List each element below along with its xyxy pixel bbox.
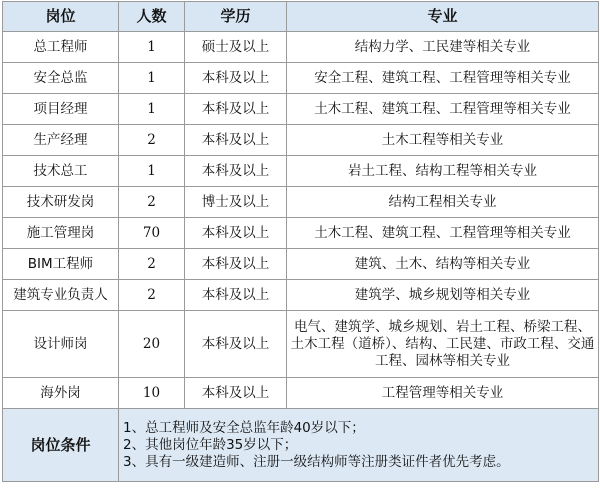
cell-count: 2 xyxy=(119,187,185,218)
cell-count: 10 xyxy=(119,378,185,409)
cell-major: 建筑、土木、结构等相关专业 xyxy=(287,249,599,280)
cell-position: 项目经理 xyxy=(3,94,119,125)
header-count: 人数 xyxy=(119,2,185,32)
cell-major: 建筑学、城乡规划等相关专业 xyxy=(287,280,599,311)
cell-education: 硕士及以上 xyxy=(185,32,287,63)
cell-count: 1 xyxy=(119,32,185,63)
cell-position: 安全总监 xyxy=(3,63,119,94)
cell-position: 施工管理岗 xyxy=(3,218,119,249)
cell-count: 2 xyxy=(119,249,185,280)
cell-position: 建筑专业负责人 xyxy=(3,280,119,311)
cell-position: 设计师岗 xyxy=(3,311,119,378)
table-row xyxy=(3,32,599,63)
table-row xyxy=(3,311,599,378)
cell-count: 20 xyxy=(119,311,185,378)
condition-line: 3、具有一级建造师、注册一级结构师等注册类证件者优先考虑。 xyxy=(123,453,510,470)
cell-count: 1 xyxy=(119,63,185,94)
cell-position: 技术总工 xyxy=(3,156,119,187)
cell-major: 岩土工程、结构工程等相关专业 xyxy=(287,156,599,187)
table-row xyxy=(3,125,599,156)
cell-count: 1 xyxy=(119,94,185,125)
cell-major: 土木工程、建筑工程、工程管理等相关专业 xyxy=(287,94,599,125)
conditions-label: 岗位条件 xyxy=(3,409,119,482)
table-header-row xyxy=(3,2,599,32)
cell-education: 本科及以上 xyxy=(185,280,287,311)
cell-education: 本科及以上 xyxy=(185,63,287,94)
cell-education: 本科及以上 xyxy=(185,94,287,125)
table-row xyxy=(3,249,599,280)
table-row xyxy=(3,218,599,249)
condition-line: 2、其他岗位年龄35岁以下； xyxy=(123,436,298,453)
cell-count: 2 xyxy=(119,125,185,156)
header-position: 岗位 xyxy=(3,2,119,32)
cell-education: 本科及以上 xyxy=(185,125,287,156)
table-row xyxy=(3,156,599,187)
cell-position: 总工程师 xyxy=(3,32,119,63)
cell-education: 本科及以上 xyxy=(185,378,287,409)
cell-education: 博士及以上 xyxy=(185,187,287,218)
job-positions-table xyxy=(2,1,599,482)
cell-education: 本科及以上 xyxy=(185,218,287,249)
conditions-row xyxy=(3,409,599,482)
header-major: 专业 xyxy=(287,2,599,32)
cell-position: 技术研发岗 xyxy=(3,187,119,218)
table-row xyxy=(3,63,599,94)
table-row xyxy=(3,280,599,311)
cell-position: 生产经理 xyxy=(3,125,119,156)
cell-position: 海外岗 xyxy=(3,378,119,409)
header-education: 学历 xyxy=(185,2,287,32)
table-row xyxy=(3,378,599,409)
cell-major: 安全工程、建筑工程、工程管理等相关专业 xyxy=(287,63,599,94)
cell-major: 工程管理等相关专业 xyxy=(287,378,599,409)
cell-education: 本科及以上 xyxy=(185,249,287,280)
table-row xyxy=(3,187,599,218)
cell-major: 结构工程相关专业 xyxy=(287,187,599,218)
cell-major: 结构力学、工民建等相关专业 xyxy=(287,32,599,63)
cell-count: 70 xyxy=(119,218,185,249)
cell-major: 土木工程、建筑工程、工程管理等相关专业 xyxy=(287,218,599,249)
condition-line: 1、总工程师及安全总监年龄40岁以下； xyxy=(123,419,365,436)
cell-count: 2 xyxy=(119,280,185,311)
cell-major: 土木工程等相关专业 xyxy=(287,125,599,156)
cell-position: BIM工程师 xyxy=(3,249,119,280)
cell-major: 电气、建筑学、城乡规划、岩土工程、桥梁工程、土木工程（道桥）、结构、工民建、市政工程、交通工程、园林等相关专业 xyxy=(287,311,599,378)
table-row xyxy=(3,94,599,125)
cell-education: 本科及以上 xyxy=(185,311,287,378)
cell-education: 本科及以上 xyxy=(185,156,287,187)
conditions-text xyxy=(119,409,599,482)
cell-count: 1 xyxy=(119,156,185,187)
